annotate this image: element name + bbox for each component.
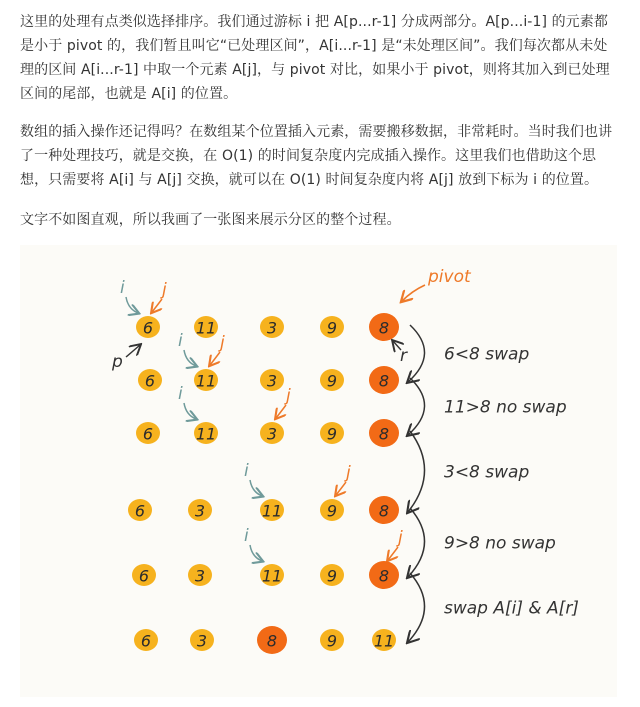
array-element	[257, 626, 287, 654]
pivot-label: pivot	[428, 267, 471, 287]
step-arrow	[408, 378, 425, 435]
array-element	[320, 369, 344, 391]
i-pointer-arrow	[184, 350, 196, 366]
partition-illustration	[20, 245, 617, 697]
element-value: 6	[144, 371, 156, 391]
p-arrow	[126, 345, 140, 357]
j-pointer-label: j	[286, 386, 291, 406]
j-pointer-arrow	[276, 405, 286, 418]
step-label: 11>8 no swap	[444, 397, 567, 418]
pivot-arrow	[402, 285, 425, 301]
i-pointer-label: i	[244, 461, 249, 481]
j-pointer-arrow	[388, 547, 398, 560]
j-pointer-arrow	[336, 482, 346, 495]
r-label: r	[400, 346, 407, 366]
array-element	[372, 629, 396, 651]
j-pointer-arrow	[210, 352, 220, 365]
array-element	[320, 564, 344, 586]
element-value: 9	[326, 424, 338, 444]
array-element	[188, 499, 212, 521]
element-value: 9	[326, 631, 338, 651]
partition-diagram	[20, 245, 617, 697]
j-pointer-label: j	[346, 463, 351, 483]
array-element	[132, 564, 156, 586]
array-element	[369, 496, 399, 524]
array-element	[194, 369, 218, 391]
step-arrow	[408, 508, 425, 577]
element-value: 9	[326, 566, 338, 586]
element-value: 11	[261, 501, 283, 521]
step-label: swap A[i] & A[r]	[444, 598, 579, 619]
element-value: 8	[266, 631, 278, 651]
array-element	[136, 422, 160, 444]
i-pointer-arrow	[250, 545, 262, 561]
element-value: 3	[266, 318, 278, 338]
array-element	[320, 422, 344, 444]
array-element	[369, 419, 399, 447]
array-element	[194, 316, 218, 338]
array-element	[320, 316, 344, 338]
element-value: 6	[138, 566, 150, 586]
i-pointer-arrow	[184, 403, 196, 419]
element-value: 8	[378, 501, 390, 521]
element-value: 3	[266, 424, 278, 444]
element-value: 8	[378, 318, 390, 338]
step-label: 3<8 swap	[444, 462, 530, 483]
array-element	[128, 499, 152, 521]
step-label: 6<8 swap	[444, 344, 530, 365]
p-label: p	[112, 352, 123, 372]
element-value: 6	[142, 318, 154, 338]
element-value: 11	[261, 566, 283, 586]
step-arrow	[408, 431, 425, 512]
array-element	[190, 629, 214, 651]
array-element	[320, 499, 344, 521]
element-value: 11	[373, 631, 395, 651]
element-value: 3	[266, 371, 278, 391]
paragraph-2: 数组的插入操作还记得吗？在数组某个位置插入元素，需要搬移数据，非常耗时。当时我们也讲了一种处理技巧，就是交换，在 O(1) 的时间复杂度内完成插入操作。这里我们也借助这个思想，只需要将 A[i] 与 A[j] 交换，就可以在 O(1) 时间复杂度内将 A[j] 放到下标为 i 的位置。	[20, 124, 613, 188]
array-element	[260, 369, 284, 391]
array-element	[320, 629, 344, 651]
element-value: 6	[134, 501, 146, 521]
element-value: 8	[378, 566, 390, 586]
i-pointer-label: i	[178, 331, 183, 351]
element-value: 11	[195, 424, 217, 444]
array-element	[134, 629, 158, 651]
step-arrow	[408, 573, 425, 642]
element-value: 9	[326, 371, 338, 391]
j-pointer-label: j	[162, 280, 167, 300]
j-pointer-label: j	[220, 333, 225, 353]
i-pointer-arrow	[126, 297, 138, 313]
i-pointer-arrow	[250, 480, 262, 496]
array-element	[138, 369, 162, 391]
array-element	[194, 422, 218, 444]
i-pointer-label: i	[120, 278, 125, 298]
element-value: 8	[378, 424, 390, 444]
array-element	[260, 499, 284, 521]
array-element	[369, 366, 399, 394]
step-arrow	[408, 325, 425, 382]
array-element	[260, 564, 284, 586]
element-value: 11	[195, 371, 217, 391]
paragraph-3: 文字不如图直观，所以我画了一张图来展示分区的整个过程。	[20, 212, 401, 228]
element-value: 6	[142, 424, 154, 444]
array-element	[188, 564, 212, 586]
element-value: 9	[326, 318, 338, 338]
i-pointer-label: i	[244, 526, 249, 546]
i-pointer-label: i	[178, 384, 183, 404]
step-label: 9>8 no swap	[444, 533, 556, 554]
array-element	[369, 313, 399, 341]
paragraph-1: 这里的处理有点类似选择排序。我们通过游标 i 把 A[p...r-1] 分成两部分。A[p...i-1] 的元素都是小于 pivot 的，我们暂且叫它“已处理区间”，A[i...r-1] 是“未处理区间”。我们每次都从未处理的区间 A[i...r-1] 中取一个元素 A[j]，与 pivot 对比，如果小于 pivot，则将其加入到已处理区间的尾部，也就是 A[i] 的位置。	[20, 14, 610, 102]
array-element	[260, 422, 284, 444]
array-element	[369, 561, 399, 589]
element-value: 11	[195, 318, 217, 338]
j-pointer-arrow	[152, 299, 162, 312]
element-value: 3	[194, 566, 206, 586]
element-value: 3	[196, 631, 208, 651]
element-value: 6	[140, 631, 152, 651]
element-value: 8	[378, 371, 390, 391]
array-element	[260, 316, 284, 338]
array-element	[136, 316, 160, 338]
element-value: 9	[326, 501, 338, 521]
j-pointer-label: j	[398, 528, 403, 548]
element-value: 3	[194, 501, 206, 521]
